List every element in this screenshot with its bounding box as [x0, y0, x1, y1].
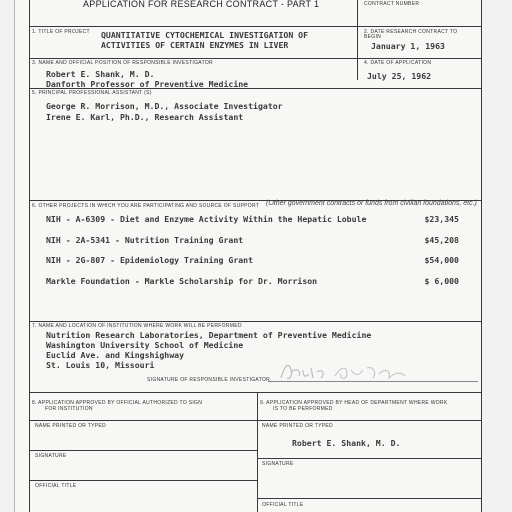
rule-title-row — [29, 480, 257, 481]
project-title-line1: QUANTITATIVE CYTOCHEMICAL INVESTIGATION OF — [101, 30, 309, 40]
project-2-amount: $45,208 — [424, 235, 459, 245]
rule-section8 — [29, 392, 481, 393]
section3-label: 3. NAME AND OFFICIAL POSITION OF RESPONSIBLE INVESTIGATOR — [32, 60, 213, 66]
header-divider — [357, 0, 358, 80]
investigator-name: Robert E. Shank, M. D. — [46, 69, 155, 79]
section8-title-label: OFFICIAL TITLE — [35, 483, 77, 489]
left-margin-line — [29, 0, 30, 512]
section1-label: 1. TITLE OF PROJECT — [32, 29, 90, 35]
institution-line3: Euclid Ave. and Kingshighway — [46, 350, 185, 360]
project-3-amount: $54,000 — [424, 255, 459, 265]
application-date: July 25, 1962 — [367, 71, 432, 81]
investigator-signature-label: SIGNATURE OF RESPONSIBLE INVESTIGATOR — [147, 377, 271, 383]
section8-label-line2: FOR INSTITUTION — [45, 406, 93, 412]
section8-label-line1: 8. APPLICATION APPROVED BY OFFICIAL AUTHORIZED TO SIGN — [32, 400, 203, 406]
project-4-amount: $ 6,000 — [424, 276, 459, 286]
form-sheet — [14, 0, 482, 512]
section9-title-label: OFFICIAL TITLE — [262, 502, 304, 508]
rule-sig-row — [29, 450, 257, 451]
section9-label-line2: IS TO BE PERFORMED — [273, 406, 333, 412]
rule-section7 — [29, 321, 481, 322]
project-1-name: NIH - A-6309 - Diet and Enzyme Activity Within the Hepatic Lobule — [46, 214, 367, 224]
bottom-divider — [257, 392, 258, 512]
section8-name-label: NAME PRINTED OR TYPED — [35, 423, 106, 429]
institution-line2: Washington University School of Medicine — [46, 340, 244, 350]
section2-label-line1: 2. DATE RESEARCH CONTRACT TO — [364, 29, 458, 35]
contract-start-date: January 1, 1963 — [371, 41, 445, 51]
project-title-line2: ACTIVITIES OF CERTAIN ENZYMES IN LIVER — [101, 40, 289, 50]
section6-label: 6. OTHER PROJECTS IN WHICH YOU ARE PARTICIPATING AND SOURCE OF SUPPORT — [32, 203, 260, 209]
section6-note: (Other government contracts or funds from civilian foundations, etc.) — [266, 200, 477, 207]
section9-label-line1: 9. APPLICATION APPROVED BY HEAD OF DEPARTMENT WHERE WORK — [260, 400, 448, 406]
section7-label: 7. NAME AND LOCATION OF INSTITUTION WHERE WORK WILL BE PERFORMED — [32, 323, 242, 329]
handwritten-signature — [277, 358, 427, 386]
project-2-name: NIH - 2A-5341 - Nutrition Training Grant — [46, 235, 244, 245]
section9-name-label: NAME PRINTED OR TYPED — [262, 423, 333, 429]
department-head-name: Robert E. Shank, M. D. — [292, 438, 401, 448]
rule-title-row-right — [257, 498, 481, 499]
institution-line4: St. Louis 10, Missouri — [46, 360, 155, 370]
section5-label: 5. PRINCIPAL PROFESSIONAL ASSISTANT (S) — [32, 90, 152, 96]
section2-label-line2: BEGIN — [364, 34, 382, 40]
section8-signature-label: SIGNATURE — [35, 453, 67, 459]
section4-label: 4. DATE OF APPLICATION — [364, 60, 432, 66]
rule-name-row — [29, 420, 481, 421]
rule-header — [29, 26, 481, 27]
institution-line1: Nutrition Research Laboratories, Department of Preventive Medicine — [46, 330, 372, 340]
rule-sig-row-right — [257, 458, 481, 459]
project-4-name: Markle Foundation - Markle Scholarship for Dr. Morrison — [46, 276, 318, 286]
project-3-name: NIH - 2G-807 - Epidemiology Training Grant — [46, 255, 254, 265]
contract-number-label: CONTRACT NUMBER — [364, 1, 420, 7]
assistant-1: George R. Morrison, M.D., Associate Investigator — [46, 101, 283, 111]
assistant-2: Irene E. Karl, Ph.D., Research Assistant — [46, 112, 244, 122]
section9-signature-label: SIGNATURE — [262, 461, 294, 467]
investigator-position: Danforth Professor of Preventive Medicine — [46, 79, 249, 89]
project-1-amount: $23,345 — [424, 214, 459, 224]
right-margin-line — [481, 0, 482, 512]
rule-section3 — [29, 58, 481, 59]
form-title: APPLICATION FOR RESEARCH CONTRACT - PART 1 — [83, 0, 320, 9]
